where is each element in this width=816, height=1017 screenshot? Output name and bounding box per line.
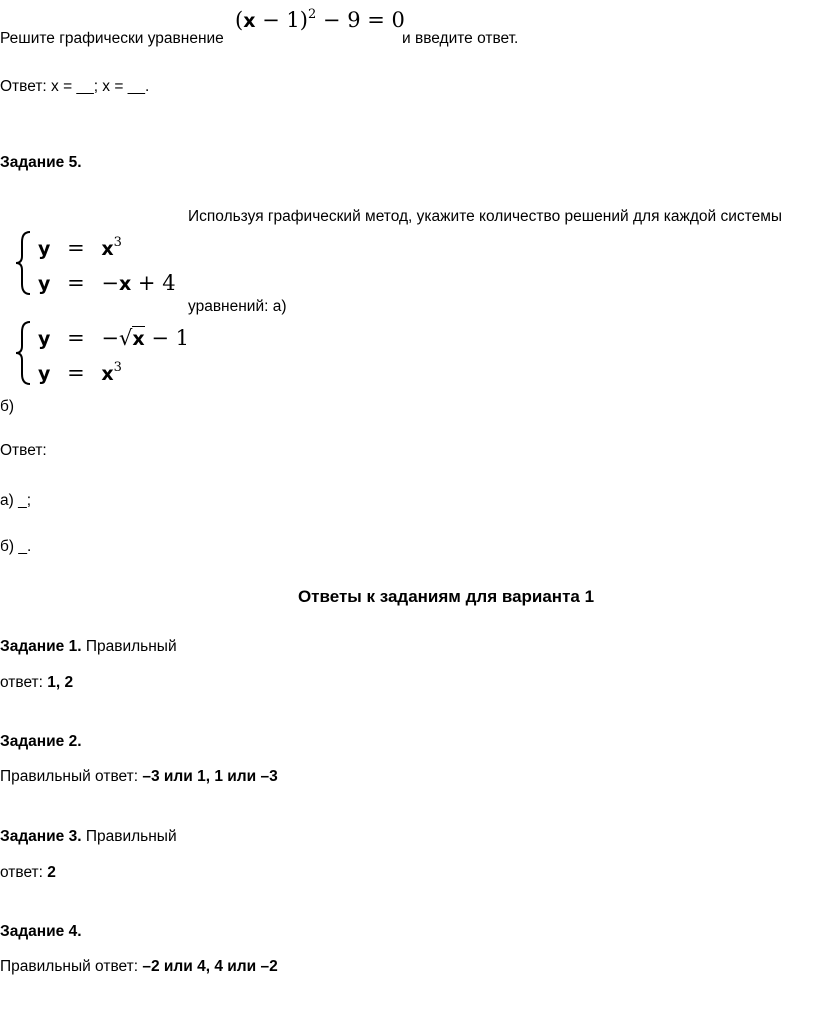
lhs-y: y [38, 273, 51, 295]
eq-minus-one: − 1) [255, 8, 308, 32]
answer-item-1-line1 [0, 638, 177, 657]
system-a-eq2 [38, 273, 176, 294]
answer-heading: Задание 4. [0, 923, 82, 940]
answer-value: –2 или 4, 4 или –2 [142, 958, 278, 975]
eq-exponent: 2 [307, 7, 317, 22]
rhs-x: x [101, 238, 114, 260]
task4-answer-line: Ответ: x = __; x = __. [0, 78, 150, 95]
equals-sign: = [67, 361, 85, 385]
lhs-y: y [38, 363, 51, 385]
system-b-eq2 [38, 361, 122, 384]
answer-item-2-line1 [0, 733, 82, 752]
task5-label-b: б) [0, 398, 15, 415]
answers-title: Ответы к заданиям для варианта 1 [297, 587, 595, 606]
answer-value: –3 или 1, 1 или –3 [142, 768, 278, 785]
eq-tail: − 9 = 0 [316, 8, 405, 32]
rhs-plus-four: + 4 [131, 271, 176, 295]
answer-item-4-line1 [0, 923, 82, 942]
task5-instruction-line2: уравнений: а) [188, 298, 287, 315]
task4-prompt-after: и введите ответ. [402, 30, 519, 47]
system-b-brace [14, 320, 34, 386]
system-b-eq1 [38, 328, 189, 349]
task4-prompt-before: Решите графически уравнение [0, 30, 224, 47]
task5-answer-a: а) _; [0, 492, 32, 509]
answer-item-2-line2 [0, 768, 278, 787]
answer-label: ответ: [0, 864, 48, 881]
system-a-brace [14, 230, 34, 296]
sqrt-sign: √ [118, 326, 133, 350]
rhs-x: x [132, 328, 145, 350]
answer-line1-text: Правильный [81, 828, 177, 845]
eq-open-paren: ( [235, 8, 244, 32]
answer-heading: Задание 3. [0, 828, 82, 845]
rhs-x: x [101, 363, 114, 385]
answer-item-3-line1 [0, 828, 177, 847]
eq-var-x: x [243, 10, 256, 32]
answer-label: Правильный ответ: [0, 768, 143, 785]
equals-sign: = [67, 326, 85, 350]
task5-answer-b: б) _. [0, 538, 32, 555]
task4-equation [235, 8, 405, 31]
answer-item-1-line2 [0, 674, 73, 693]
answer-heading: Задание 1. [0, 638, 82, 655]
equals-sign: = [67, 236, 85, 260]
answer-value: 1, 2 [47, 674, 74, 691]
system-a-eq1 [38, 236, 122, 259]
task5-answer-label: Ответ: [0, 442, 47, 459]
rhs-minus: − [101, 271, 119, 295]
answer-label: ответ: [0, 674, 48, 691]
rhs-minus-one: − 1 [144, 326, 189, 350]
task5-heading: Задание 5. [0, 154, 82, 171]
equals-sign: = [67, 271, 85, 295]
lhs-y: y [38, 328, 51, 350]
task5-instruction-line1: Используя графический метод, укажите количество решений для каждой системы [188, 208, 783, 225]
rhs-exponent: 3 [113, 235, 122, 250]
rhs-minus: − [101, 326, 119, 350]
answer-line1-text: Правильный [81, 638, 177, 655]
answer-heading: Задание 2. [0, 733, 82, 750]
answer-value: 2 [47, 864, 56, 881]
lhs-y: y [38, 238, 51, 260]
answer-item-3-line2 [0, 864, 56, 883]
answer-item-4-line2 [0, 958, 278, 977]
rhs-x: x [118, 273, 132, 295]
rhs-exponent: 3 [113, 360, 122, 375]
answer-label: Правильный ответ: [0, 958, 143, 975]
